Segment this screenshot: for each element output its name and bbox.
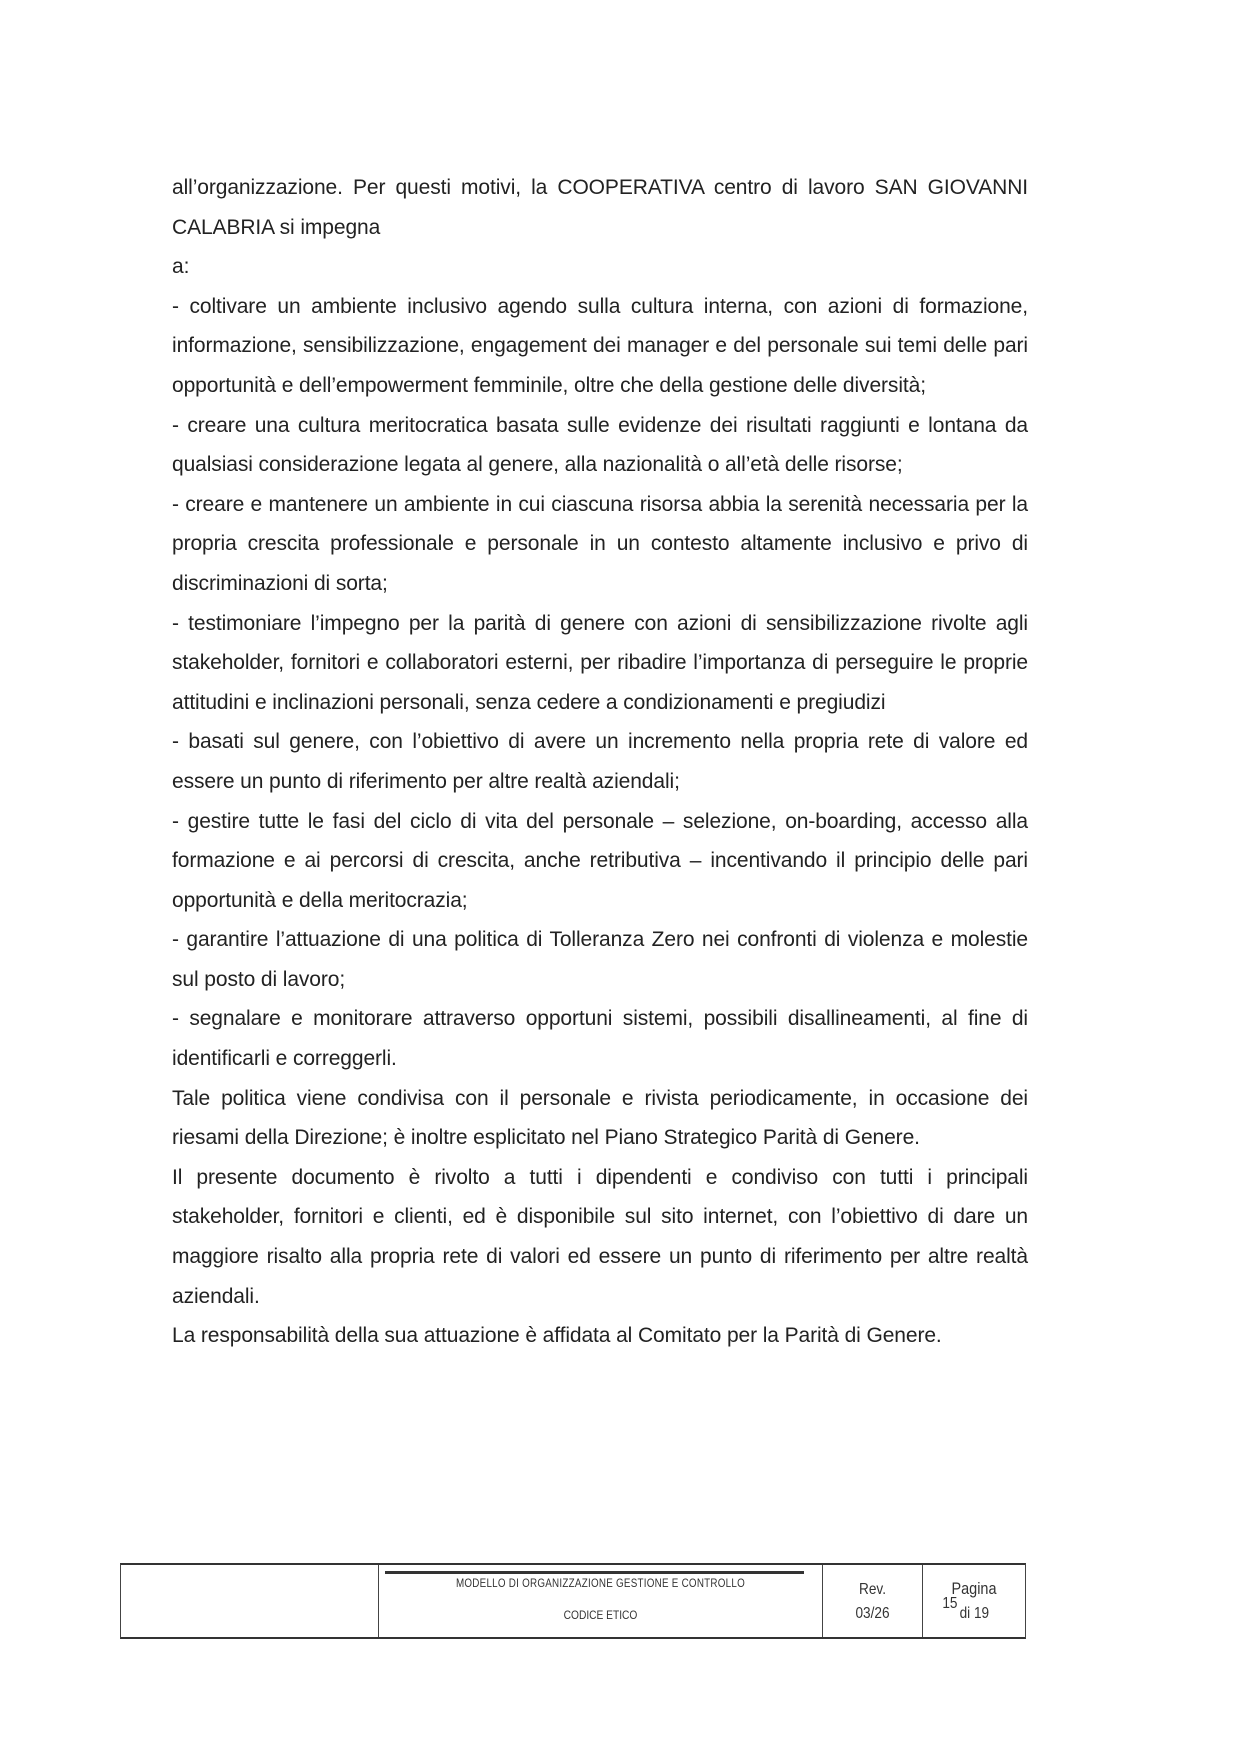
footer-revision-cell — [823, 1565, 923, 1637]
paragraph: Il presente documento è rivolto a tutti i dipendenti e condiviso con tutti i principali stakeholder, fornitori e clienti, ed è disponibile sul sito internet, con l’obiettivo di dare un maggiore risalto alla propria rete di valori ed essere un punto di riferimento per altre realtà aziendali. — [172, 1165, 1028, 1308]
footer-table — [120, 1563, 1026, 1639]
page-total: di 19 — [959, 1605, 990, 1622]
list-item: - creare una cultura meritocratica basata sulle evidenze dei risultati raggiunti e lontana da qualsiasi considerazione legata al genere, alla nazionalità o all’età delle risorse; — [172, 413, 1028, 477]
footer-title-cell — [379, 1565, 823, 1637]
document-title: CODICE ETICO — [563, 1608, 638, 1622]
paragraph: a: — [172, 255, 190, 279]
paragraph: all’organizzazione. Per questi motivi, la COOPERATIVA centro di lavoro SAN GIOVANNI CALABRIA si impegna — [172, 176, 1028, 239]
paragraph: Tale politica viene condivisa con il personale e rivista periodicamente, in occasione dei riesami della Direzione; è inoltre esplicitato nel Piano Strategico Parità di Genere. — [172, 1086, 1028, 1150]
revision-value: 03/26 — [855, 1605, 890, 1622]
list-item: - basati sul genere, con l’obiettivo di avere un incremento nella propria rete di valore ed essere un punto di riferimento per altre realtà aziendali; — [172, 730, 1028, 793]
list-item: - gestire tutte le fasi del ciclo di vita del personale – selezione, on-boarding, accesso alla formazione e ai percorsi di crescita, anche retributiva – incentivando il principio delle pari opportunità e della meritocrazia; — [172, 809, 1028, 912]
list-item: - coltivare un ambiente inclusivo agendo sulla cultura interna, con azioni di formazione, informazione, sensibilizzazione, engagement dei manager e del personale sui temi delle pari opportunità e dell’empowerment femminile, oltre che della gestione delle diversità; — [172, 294, 1028, 397]
list-item: - garantire l’attuazione di una politica di Tolleranza Zero nei confronti di violenza e molestie sul posto di lavoro; — [172, 928, 1028, 991]
page-number: 15 — [942, 1595, 958, 1612]
page-label: Pagina — [951, 1579, 997, 1598]
footer-page-cell — [923, 1565, 1025, 1637]
list-item: - segnalare e monitorare attraverso opportuni sistemi, possibili disallineamenti, al fine di identificarli e correggerli. — [172, 1007, 1028, 1071]
strikethrough-line — [385, 1571, 804, 1574]
footer-logo-cell — [121, 1565, 379, 1637]
paragraph: La responsabilità della sua attuazione è affidata al Comitato per la Parità di Genere. — [172, 1324, 942, 1348]
model-title: MODELLO DI ORGANIZZAZIONE GESTIONE E CONTROLLO — [455, 1576, 746, 1590]
body-text — [172, 168, 1028, 1356]
list-item: - creare e mantenere un ambiente in cui ciascuna risorsa abbia la serenità necessaria per la propria crescita professionale e personale in un contesto altamente inclusivo e privo di discriminazioni di sorta; — [172, 492, 1028, 595]
revision-label: Rev. — [859, 1581, 886, 1598]
list-item: - testimoniare l’impegno per la parità di genere con azioni di sensibilizzazione rivolte agli stakeholder, fornitori e collaboratori esterni, per ribadire l’importanza di perseguire le proprie attitudini e inclinazioni personali, senza cedere a condizionamenti e pregiudizi — [172, 611, 1028, 714]
